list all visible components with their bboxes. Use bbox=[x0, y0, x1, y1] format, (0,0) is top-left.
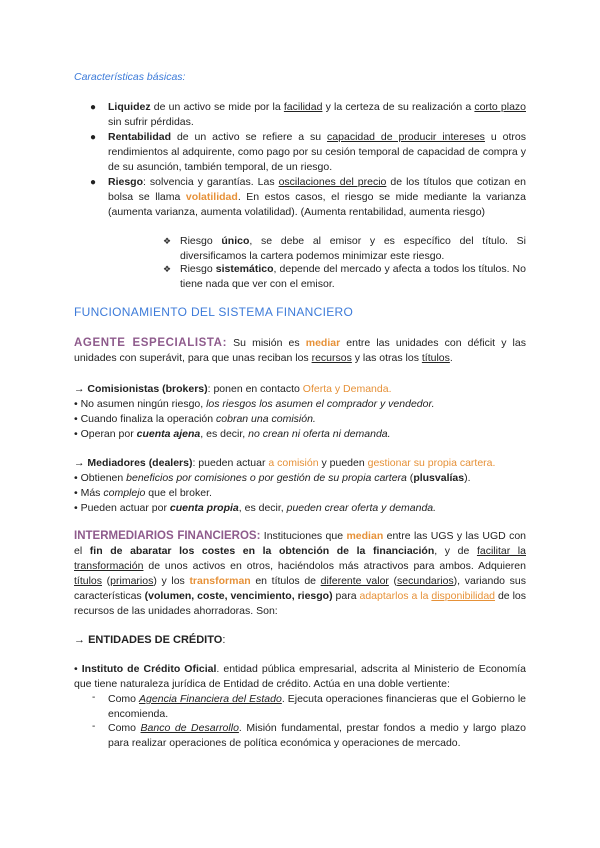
dash-bullet-icon: - bbox=[92, 692, 96, 703]
comisionistas-term: Comisionistas (brokers) bbox=[87, 383, 208, 395]
ico-term: Instituto de Crédito Oficial bbox=[81, 663, 217, 675]
liquidez-term: Liquidez bbox=[108, 101, 151, 113]
dash-bullet-icon: - bbox=[92, 721, 96, 732]
diamond-bullet-icon: ❖ bbox=[163, 236, 172, 246]
section-title: FUNCIONAMIENTO DEL SISTEMA FINANCIERO bbox=[74, 305, 354, 319]
bullet-dot-icon: ● bbox=[90, 102, 97, 113]
rentabilidad-term: Rentabilidad bbox=[108, 131, 172, 143]
riesgo-unico-item: Riesgo único, se debe al emisor y es específico del título. Si diversificamos la cartera podemos minimizar este riesgo. bbox=[180, 235, 527, 262]
ico-banco-item: Como Banco de Desarrollo. Misión fundamental, prestar fondos a medio y largo plazo para realizar operaciones de política económica y operaciones de mercado. bbox=[108, 722, 526, 749]
rentabilidad-item: Rentabilidad de un activo se refiere a su capacidad de producir intereses u otros rendimientos al adquirente, como pago por su cesión temporal de capacidad de compra y de su asunción, también temporal, de un riesgo. bbox=[108, 131, 526, 173]
riesgo-term: Riesgo bbox=[108, 176, 144, 188]
mediadores-block: → Mediadores (dealers): pueden actuar a comisión y pueden gestionar su propia cartera. • Obtienen beneficios por comisiones o por gestión de su propia cartera (plusvalías). • Más complejo que el broker. • Pueden actuar por cuenta propia, es decir, pueden crear oferta y demanda. bbox=[74, 457, 496, 514]
agente-term: AGENTE ESPECIALISTA: bbox=[74, 337, 227, 349]
entidades-heading: → ENTIDADES DE CRÉDITO: bbox=[74, 634, 226, 646]
riesgo-item: Riesgo: solvencia y garantías. Las oscilaciones del precio de los títulos que cotizan en bolsa se llama volatilidad. En estos casos, el riesgo se mide mediante la varianza (aumenta varianza, aumenta volatilidad). (Aumenta rentabilidad, aumenta riesgo) bbox=[108, 176, 526, 218]
bullet-dot-icon: ● bbox=[90, 132, 97, 143]
mediadores-term: Mediadores (dealers) bbox=[87, 457, 193, 469]
liquidez-item: Liquidez de un activo se mide por la facilidad y la certeza de su realización a corto plazo sin sufrir pérdidas. bbox=[108, 101, 526, 128]
intermediarios-paragraph: INTERMEDIARIOS FINANCIEROS: Instituciones que median entre las UGS y las UGD con el fin de abaratar los costes en la obtención de la financiación, y de facilitar la transformación de unos activos en otros, haciéndolos más atractivos para ambos. Adquieren títulos (primarios) y los transforman en títulos de diferente valor (secundarios), variando sus características (volumen, coste, vencimiento, riesgo) para adaptarlos a la disponibilidad de los recursos de las unidades ahorradoras. Son: bbox=[74, 530, 527, 617]
riesgo-sistematico-item: Riesgo sistemático, depende del mercado y afecta a todos los títulos. No tiene nada que ver con el emisor. bbox=[180, 263, 526, 290]
bullet-dot-icon: ● bbox=[90, 177, 97, 188]
comisionistas-block: → Comisionistas (brokers): ponen en contacto Oferta y Demanda. • No asumen ningún riesgo, los riesgos los asumen el comprador y vendedor. • Cuando finaliza la operación cobran una comisión. • Operan por cuenta ajena, es decir, no crean ni oferta ni demanda. bbox=[74, 383, 435, 440]
agente-especialista-paragraph: AGENTE ESPECIALISTA: Su misión es mediar entre las unidades con déficit y las unidades con superávit, para que unas reciban los recursos y las otras los títulos. bbox=[74, 337, 526, 364]
ico-agencia-item: Como Agencia Financiera del Estado. Ejecuta operaciones financieras que el Gobierno le encomienda. bbox=[108, 693, 527, 720]
ico-paragraph: • Instituto de Crédito Oficial. entidad pública empresarial, adscrita al Ministerio de Economía que tiene naturaleza jurídica de Entidad de crédito. Actúa en una doble vertiente: bbox=[74, 663, 526, 690]
diamond-bullet-icon: ❖ bbox=[163, 264, 172, 274]
intermediarios-term: INTERMEDIARIOS FINANCIEROS: bbox=[74, 530, 261, 542]
caracteristicas-heading: Características básicas: bbox=[74, 71, 186, 83]
